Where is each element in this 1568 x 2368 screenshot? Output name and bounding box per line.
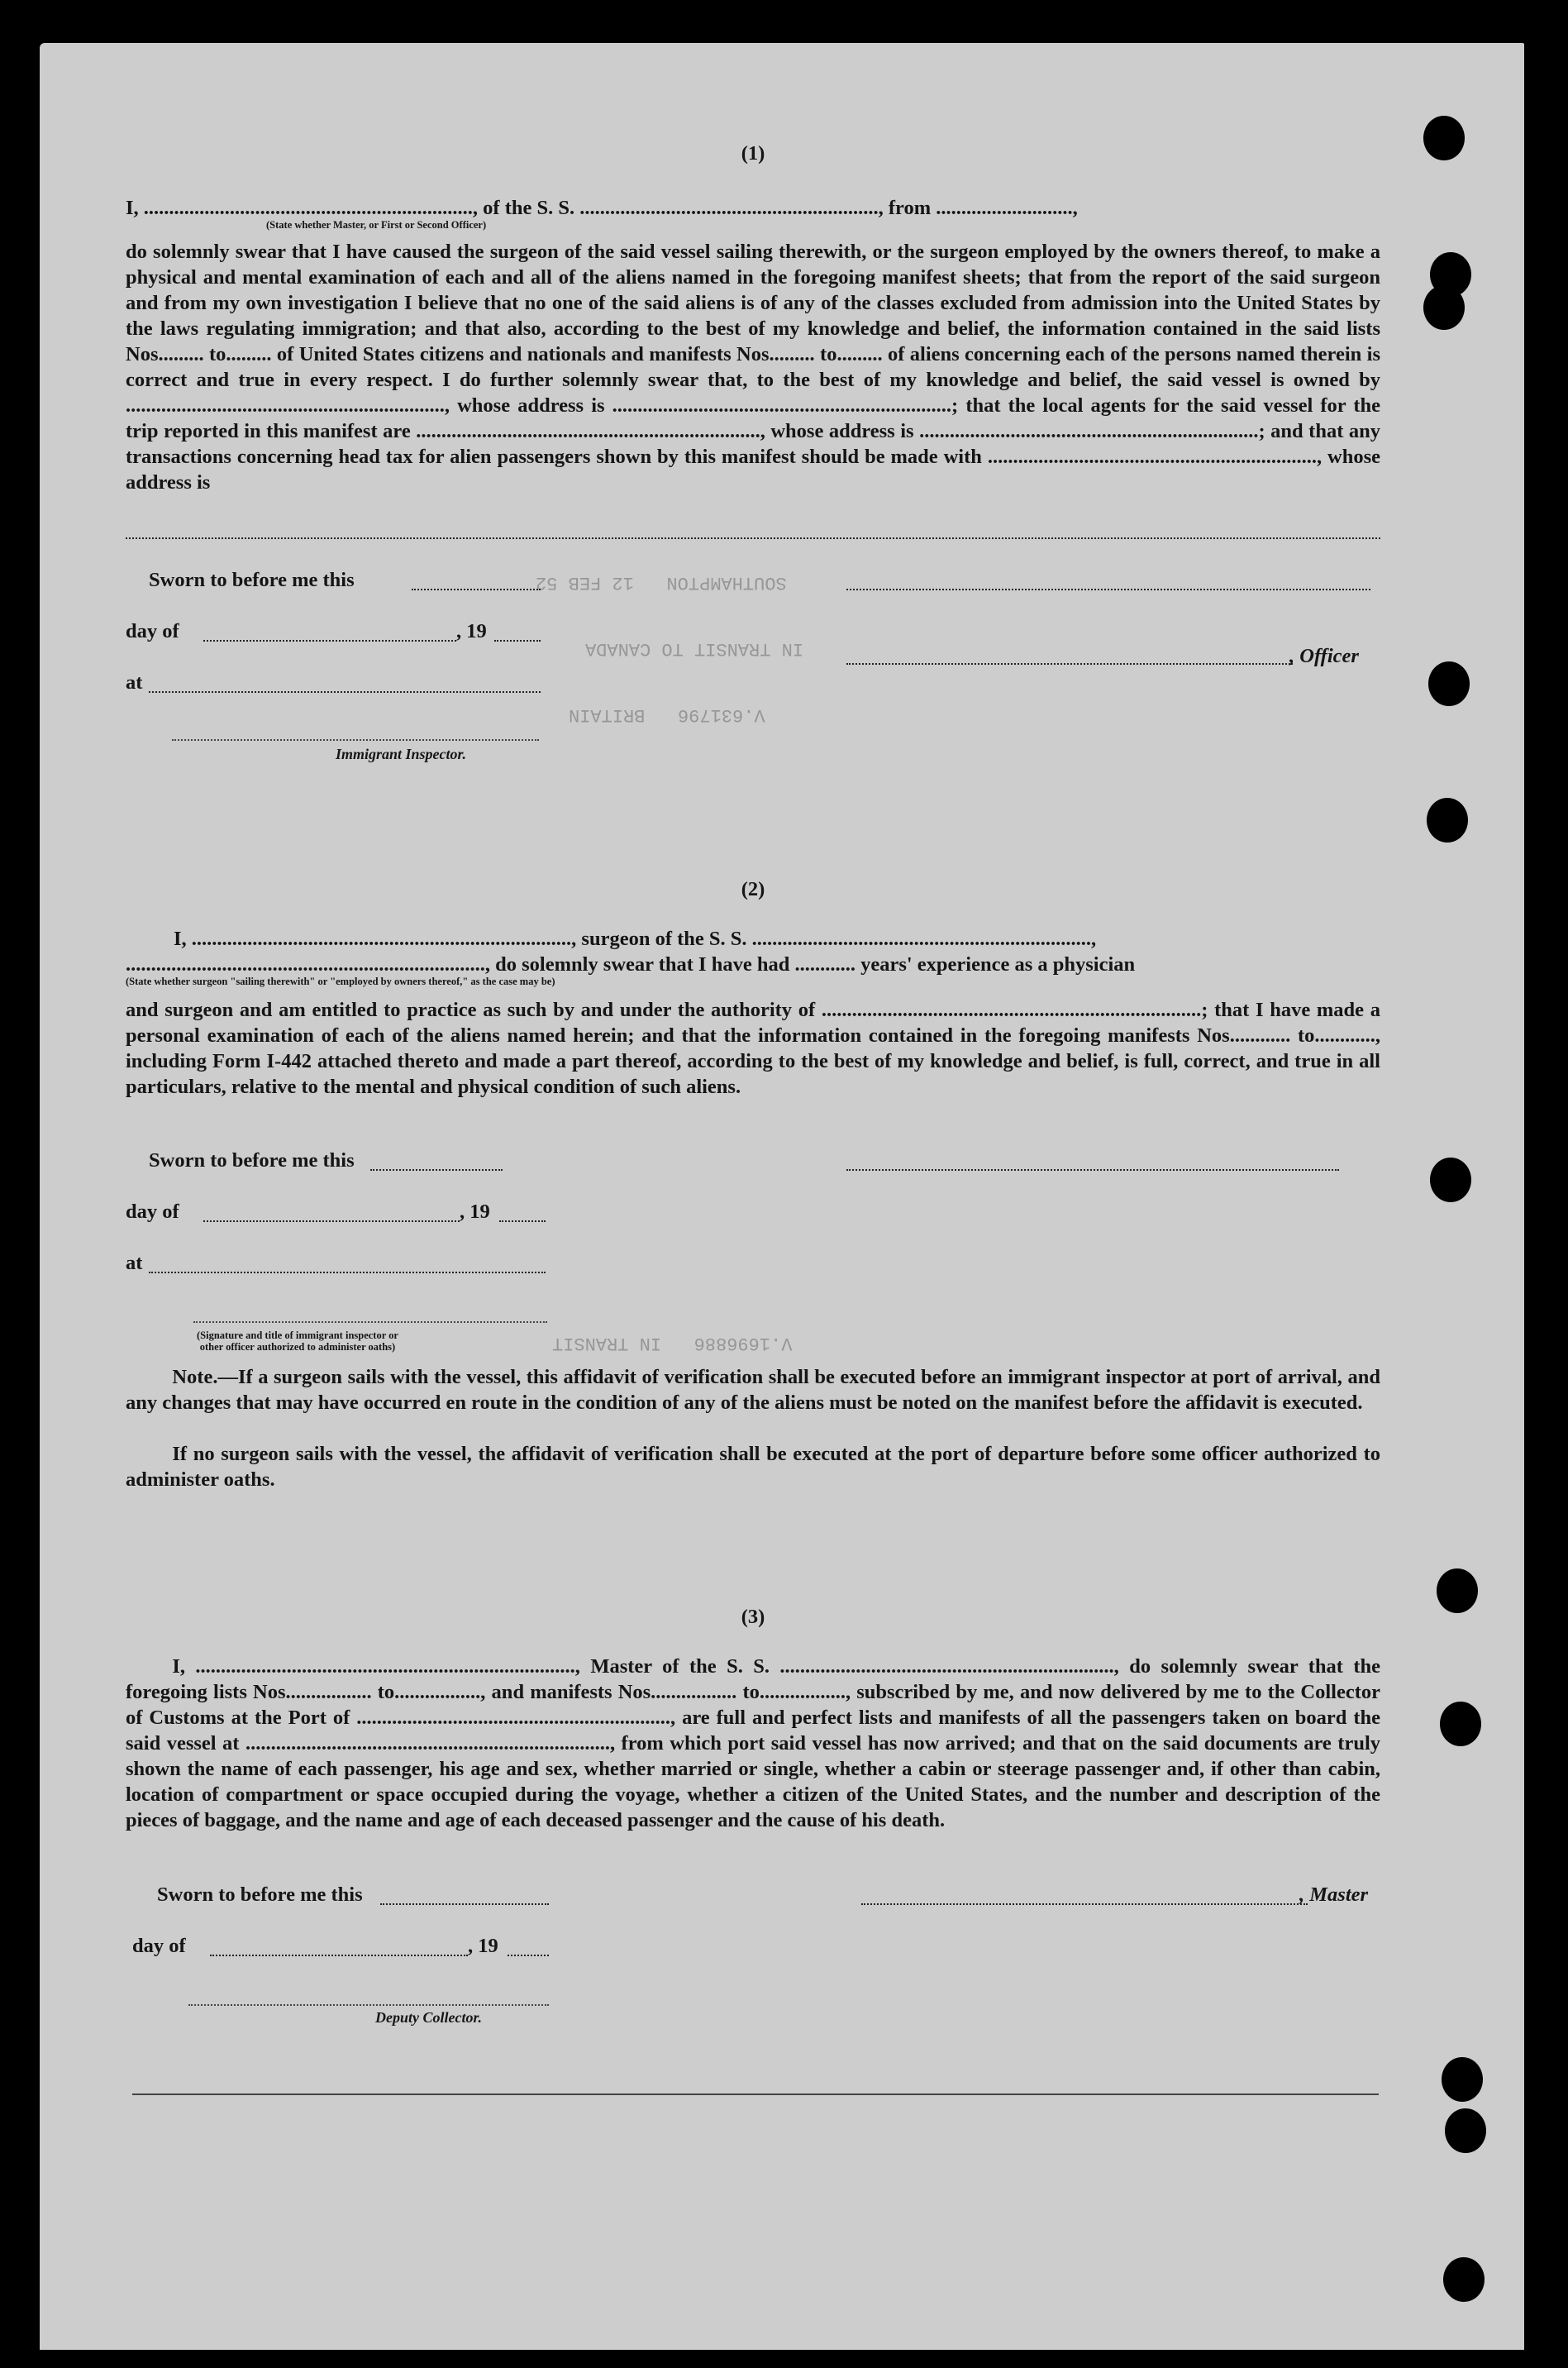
sworn-label-3: Sworn to before me this bbox=[157, 1883, 363, 1906]
surgeon-signature-field[interactable] bbox=[846, 1169, 1339, 1171]
year-label-2: , 19 bbox=[460, 1201, 490, 1223]
bleed-through-text: V.631796 BRITAIN bbox=[569, 704, 765, 725]
immigrant-inspector-caption: Immigrant Inspector. bbox=[336, 746, 467, 762]
section-1-oath-text: do solemnly swear that I have caused the surgeon of the said vessel sailing therewith, or the surgeon employed by the owners thereof, to make a physical and mental examination of each and all of the aliens named in the foregoing manifest sheets; that from the report of the said surgeon and from my own investigation I believe that no one of the said aliens is of any of the classes excluded from admission into the United States by the laws regulating immigration; and that also, according to the best of my knowledge and belief, the information contained in the said lists Nos......... to......... of United States citizens and nationals and manifests Nos......... to......... of aliens concerning each of the persons named therein is correct and true in every respect. I do further solemnly swear that, to the best of my knowledge and belief, the said vessel is owned by ..............................................................., whose address is ...................................................................; that the local agents for the said vessel for the trip reported in this manifest are ...................................................................., whose address is ...................................................................; and that any transactions concerning head tax for alien passengers shown by this manifest should be made with ................................................................., whose address is bbox=[126, 241, 1380, 494]
signature-title-note bbox=[197, 1330, 398, 1353]
master-label bbox=[1299, 1883, 1368, 1907]
section-2-oath-text: and surgeon and am entitled to practice as such by and under the authority of ...........................................................................; that I have made a personal examination of each of the aliens named herein; and that the information contained in the foregoing manifests Nos............ to............, including Form I-442 attached thereto and made a part thereof, according to the best of my knowledge and belief, is full, correct, and true in all particulars, relative to the mental and physical condition of such aliens. bbox=[126, 999, 1380, 1098]
inspector-signature-line bbox=[172, 739, 539, 741]
at-label-2: at bbox=[126, 1252, 143, 1274]
at-field-2[interactable] bbox=[149, 1272, 546, 1273]
day-of-field[interactable] bbox=[203, 640, 456, 642]
sworn-date-field-2[interactable] bbox=[370, 1169, 503, 1171]
no-surgeon-note: If no surgeon sails with the vessel, the affidavit of verification shall be executed at the port of departure before some officer authorized to administer oaths. bbox=[126, 1443, 1380, 1491]
year-label-3: , 19 bbox=[468, 1935, 498, 1957]
day-of-label-1: day of bbox=[126, 620, 179, 642]
section-1-master-line: I, ................................................................., of the S. S. ..........................................................., from ..........................., bbox=[126, 197, 1078, 219]
at-field[interactable] bbox=[149, 691, 541, 693]
bleed-through-text: IN TRANSIT TO CANADA bbox=[585, 638, 804, 659]
deputy-collector-caption: Deputy Collector. bbox=[375, 2009, 482, 2026]
binder-hole bbox=[1428, 661, 1470, 706]
surgeon-line: I, ..........................................................................., surgeon of the S. S. ..................................................................., bbox=[174, 928, 1097, 950]
signature-note-line-1: (Signature and title of immigrant inspector or bbox=[197, 1330, 398, 1341]
binder-hole bbox=[1442, 2057, 1483, 2102]
bleed-through-text: SOUTHAMPTON 12 FEB 52 bbox=[536, 572, 787, 593]
master-field-note: (State whether Master, or First or Second Officer) bbox=[266, 219, 487, 231]
binder-hole bbox=[1443, 2257, 1485, 2302]
collector-signature-line bbox=[188, 2004, 549, 2006]
day-of-field-2[interactable] bbox=[203, 1220, 460, 1222]
officer-label bbox=[1289, 645, 1359, 668]
binder-hole bbox=[1430, 1158, 1471, 1202]
at-label-1: at bbox=[126, 671, 143, 694]
bottom-rule bbox=[132, 2093, 1379, 2095]
section-3-number: (3) bbox=[741, 1606, 765, 1628]
bleed-through-text: V.1696886 IN TRANSIT bbox=[552, 1333, 793, 1353]
whose-address-line bbox=[126, 537, 1380, 539]
day-of-label-3: day of bbox=[132, 1935, 186, 1957]
officer-signature-field[interactable] bbox=[846, 589, 1370, 590]
signature-note-line-2: other officer authorized to administer oaths) bbox=[199, 1341, 396, 1353]
binder-hole bbox=[1437, 1568, 1478, 1613]
surgeon-note: Note.—If a surgeon sails with the vessel, this affidavit of verification shall be executed before an immigrant inspector at port of arrival, and any changes that may have occurred en route in the condition of any of the aliens must be noted on the manifest before the affidavit is executed. bbox=[126, 1366, 1380, 1414]
section-2-number: (2) bbox=[741, 878, 765, 900]
binder-hole bbox=[1427, 798, 1468, 843]
sworn-date-field[interactable] bbox=[412, 589, 541, 590]
section-3-oath-text: I, ..........................................................................., Master of the S. S. .................................................................., do solemnly swear that the foregoing lists Nos................. to................., and manifests Nos................. to................., subscribed by me, and now delivered by me to the Collector of Customs at the Port of .............................................................., are full and perfect lists and manifests of all the passengers taken on board the said vessel at ........................................................................, from which port said vessel has now arrived; and that on the said documents are truly shown the name of each passenger, his age and sex, whether married or single, whether a cabin or steerage passenger and, if other than cabin, location of compartment or space occupied during the voyage, whether a citizen of the United States, and the number and description of the pieces of baggage, and the name and age of each deceased passenger and the cause of his death. bbox=[126, 1655, 1380, 1831]
sworn-label-2: Sworn to before me this bbox=[149, 1149, 355, 1172]
sworn-label-1: Sworn to before me this bbox=[149, 569, 355, 591]
year-label-1: , 19 bbox=[456, 620, 487, 642]
year-field-2[interactable] bbox=[499, 1220, 546, 1222]
officer-title-field[interactable] bbox=[846, 663, 1293, 665]
day-of-field-3[interactable] bbox=[210, 1955, 468, 1956]
oath-officer-signature-line bbox=[193, 1321, 547, 1323]
master-label-text: , Master bbox=[1299, 1883, 1369, 1906]
sworn-date-field-3[interactable] bbox=[380, 1903, 549, 1905]
year-field-3[interactable] bbox=[508, 1955, 549, 1956]
day-of-label-2: day of bbox=[126, 1201, 179, 1223]
year-field[interactable] bbox=[494, 640, 541, 642]
surgeon-experience-line: ......................................................................., do solemnly swear that I have had ............ years' experience as a physician bbox=[126, 953, 1136, 976]
binder-hole bbox=[1445, 2108, 1486, 2153]
master-signature-field[interactable] bbox=[861, 1903, 1308, 1905]
binder-hole bbox=[1423, 285, 1465, 330]
section-1-number: (1) bbox=[741, 142, 765, 165]
surgeon-field-note: (State whether surgeon "sailing therewith" or "employed by owners thereof," as the case may be) bbox=[126, 976, 555, 987]
officer-label-text: , Officer bbox=[1289, 645, 1359, 667]
binder-hole bbox=[1440, 1702, 1481, 1746]
binder-hole bbox=[1423, 116, 1465, 160]
